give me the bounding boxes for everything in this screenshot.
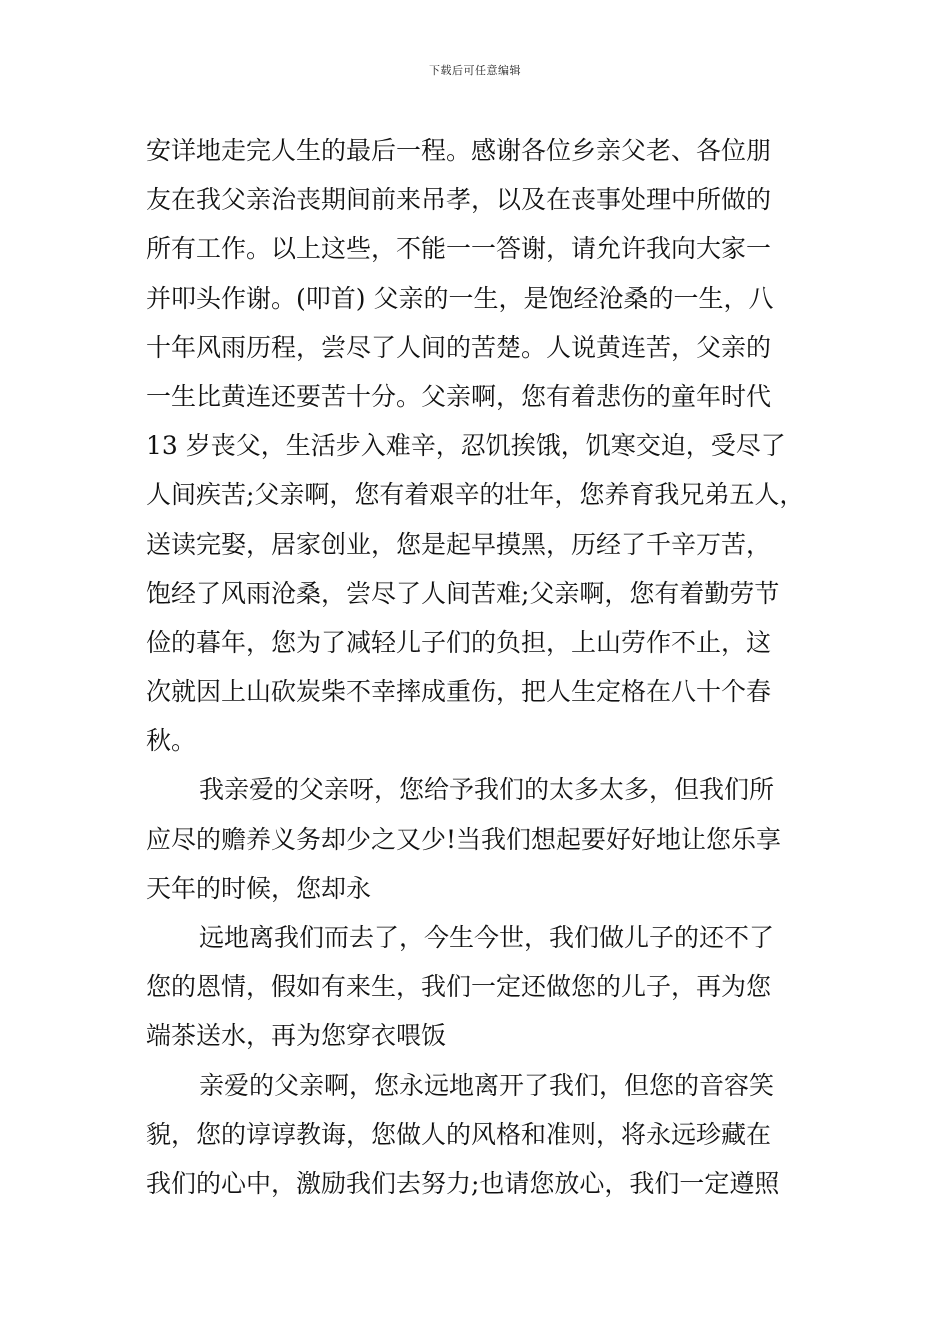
text-line: 13 岁丧父，生活步入难辛，忍饥挨饿，饥寒交迫，受尽了 [146, 431, 786, 461]
text-line: 十年风雨历程，尝尽了人间的苦楚。人说黄连苦，父亲的 [146, 332, 772, 362]
text-line: 我们的心中，激励我们去努力;也请您放心，我们一定遵照 [146, 1168, 780, 1198]
text-line: 我亲爱的父亲呀，您给予我们的太多太多，但我们所 [199, 775, 775, 805]
text-line: 次就因上山砍炭柴不幸摔成重伤，把人生定格在八十个春 [146, 677, 772, 707]
text-line: 一生比黄连还要苦十分。父亲啊，您有着悲伤的童年时代 [146, 381, 772, 411]
text-line: 貌，您的谆谆教诲，您做人的风格和准则，将永远珍藏在 [146, 1119, 772, 1149]
text-line: 饱经了风雨沧桑，尝尽了人间苦难;父亲啊，您有着勤劳节 [146, 578, 780, 608]
text-line: 您的恩情，假如有来生，我们一定还做您的儿子，再为您 [146, 972, 772, 1002]
text-line: 端茶送水，再为您穿衣喂饭 [146, 1021, 447, 1051]
body-text [146, 126, 836, 1208]
text-line: 所有工作。以上这些，不能一一答谢，请允许我向大家一 [146, 234, 772, 264]
text-line: 秋。 [146, 726, 197, 756]
text-line: 人间疾苦;父亲啊，您有着艰辛的壮年，您养育我兄弟五人， [146, 480, 805, 510]
text-line: 亲爱的父亲啊，您永远地离开了我们，但您的音容笑 [199, 1070, 775, 1100]
text-line: 安详地走完人生的最后一程。感谢各位乡亲父老、各位朋 [146, 136, 772, 165]
text-line: 友在我父亲治丧期间前来吊孝，以及在丧事处理中所做的 [146, 185, 772, 215]
text-line: 远地离我们而去了，今生今世，我们做儿子的还不了 [199, 923, 775, 952]
text-line: 天年的时候，您却永 [146, 873, 372, 903]
text-line: 并叩头作谢。(叩首) 父亲的一生，是饱经沧桑的一生，八 [146, 283, 774, 313]
text-line: 应尽的赡养义务却少之又少!当我们想起要好好地让您乐享 [146, 824, 782, 854]
text-line: 送读完娶，居家创业，您是起早摸黑，历经了千辛万苦， [146, 529, 772, 559]
text-line: 俭的暮年，您为了减轻儿子们的负担，上山劳作不止，这 [146, 627, 772, 657]
page-header: 下载后可任意编辑 [429, 64, 521, 77]
